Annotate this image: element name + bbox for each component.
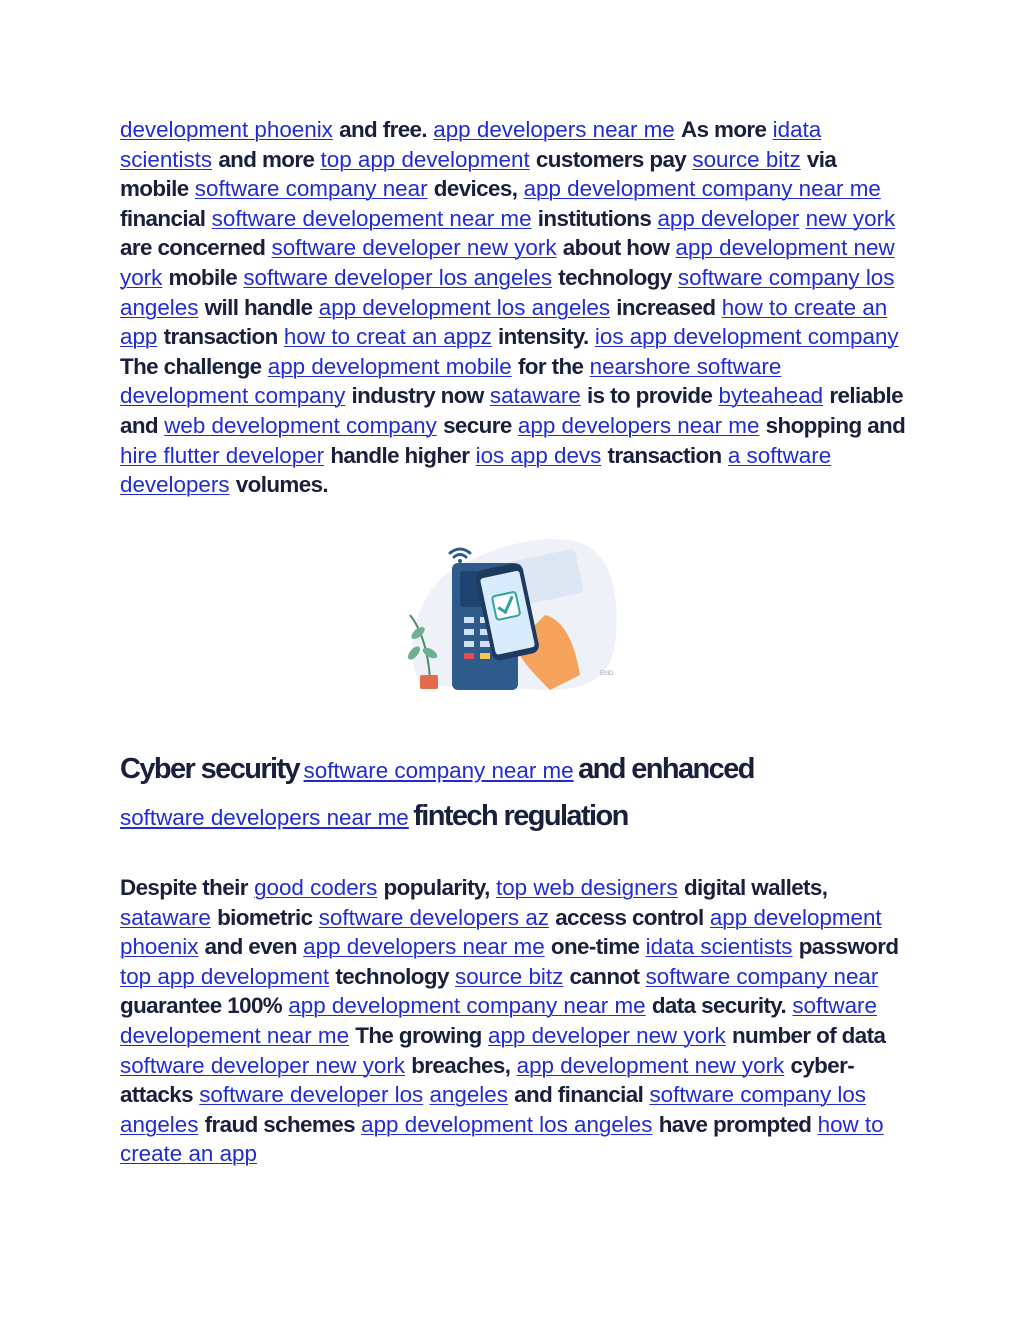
bold-text: Despite their bbox=[120, 875, 248, 900]
bold-text: password bbox=[798, 934, 899, 960]
inline-link[interactable]: new york bbox=[805, 205, 896, 231]
heading-part-2: and enhanced bbox=[578, 753, 754, 785]
heading-link-2[interactable]: software developers near me bbox=[120, 805, 409, 830]
inline-link[interactable]: app developers near me bbox=[517, 412, 760, 438]
inline-link[interactable]: software company near bbox=[194, 176, 428, 202]
bold-text: number of data bbox=[731, 1022, 886, 1048]
inline-link[interactable]: app development los angeles bbox=[318, 294, 611, 320]
bold-text: transaction bbox=[163, 324, 278, 350]
inline-link[interactable]: app development phoenix bbox=[120, 904, 882, 960]
inline-link[interactable]: app developers near me bbox=[303, 934, 545, 960]
inline-link[interactable]: development phoenix bbox=[120, 117, 333, 142]
bold-text: and free. bbox=[339, 117, 428, 142]
inline-link[interactable]: software developer los bbox=[199, 1082, 424, 1108]
inline-link[interactable]: app development company near me bbox=[288, 993, 646, 1019]
inline-link[interactable]: top app development bbox=[320, 146, 530, 172]
bold-text: will handle bbox=[204, 294, 313, 320]
bold-text: intensity. bbox=[498, 324, 589, 350]
bold-text: is to provide bbox=[586, 383, 713, 409]
mobile-payment-terminal-icon bbox=[400, 525, 625, 695]
inline-link[interactable]: software developers az bbox=[318, 904, 549, 930]
bold-text: institutions bbox=[537, 205, 652, 231]
inline-link[interactable]: software company near bbox=[645, 963, 879, 989]
illustration-mark: EMD bbox=[600, 671, 614, 677]
bold-text: As more bbox=[681, 117, 767, 142]
bold-text: and financial bbox=[514, 1082, 644, 1108]
bold-text: handle higher bbox=[330, 442, 470, 468]
bold-text: access control bbox=[555, 904, 704, 930]
inline-link[interactable]: ios app development company bbox=[594, 324, 899, 350]
inline-link[interactable]: how to creat an appz bbox=[283, 324, 492, 350]
inline-link[interactable]: how to create an app bbox=[120, 1111, 884, 1167]
bold-text: have prompted bbox=[658, 1111, 812, 1137]
inline-link[interactable]: top web designers bbox=[495, 875, 678, 900]
inline-link[interactable]: byteahead bbox=[718, 383, 824, 409]
bold-text: The challenge bbox=[120, 353, 262, 379]
bold-text: customers pay bbox=[535, 146, 687, 172]
inline-link[interactable]: source bitz bbox=[692, 146, 801, 172]
bold-text: fraud schemes bbox=[204, 1111, 355, 1137]
bold-text: digital wallets, bbox=[683, 875, 828, 900]
inline-link[interactable]: sataware bbox=[120, 904, 211, 930]
bold-text: industry now bbox=[351, 383, 484, 409]
inline-link[interactable]: software developement near me bbox=[120, 993, 877, 1048]
bold-text: technology bbox=[558, 264, 672, 290]
bold-text: cannot bbox=[569, 963, 640, 989]
bold-text: mobile bbox=[168, 264, 238, 290]
heading-link-1[interactable]: software company near me bbox=[303, 758, 574, 783]
inline-link[interactable]: software developer new york bbox=[120, 1052, 405, 1078]
bold-text: shopping and bbox=[765, 412, 906, 438]
bold-text: for the bbox=[517, 353, 584, 379]
inline-link[interactable]: software company los angeles bbox=[120, 264, 895, 320]
bold-text: technology bbox=[335, 963, 449, 989]
bold-text: The growing bbox=[355, 1022, 482, 1048]
inline-link[interactable]: how to create an app bbox=[120, 294, 888, 350]
inline-link[interactable]: ios app devs bbox=[475, 442, 602, 468]
bold-text: financial bbox=[120, 205, 206, 231]
bold-text: and more bbox=[218, 146, 315, 172]
inline-link[interactable]: app development mobile bbox=[267, 353, 512, 379]
inline-link[interactable]: app developer new york bbox=[488, 1022, 726, 1048]
bold-text: guarantee 100% bbox=[120, 993, 283, 1019]
inline-link[interactable]: idata scientists bbox=[120, 117, 822, 172]
bold-text: one-time bbox=[550, 934, 640, 960]
inline-link[interactable]: hire flutter developer bbox=[120, 442, 325, 468]
bold-text: data security. bbox=[651, 993, 787, 1019]
inline-link[interactable]: software developer new york bbox=[271, 235, 557, 261]
bold-text: volumes. bbox=[235, 472, 329, 498]
inline-link[interactable]: a software developers bbox=[120, 442, 832, 498]
inline-link[interactable]: angeles bbox=[429, 1082, 508, 1108]
bold-text: are concerned bbox=[120, 235, 266, 261]
inline-link[interactable]: sataware bbox=[489, 383, 581, 409]
bold-text: secure bbox=[443, 412, 512, 438]
bold-text: popularity, bbox=[383, 875, 490, 900]
paragraph-1 bbox=[120, 115, 910, 500]
inline-link[interactable]: app development new york bbox=[516, 1052, 785, 1078]
inline-link[interactable]: app development new york bbox=[120, 235, 895, 290]
bold-text: about how bbox=[562, 235, 670, 261]
section-heading bbox=[120, 748, 910, 842]
bold-text: reliable and bbox=[120, 383, 903, 438]
document-page bbox=[120, 115, 910, 500]
inline-link[interactable]: software company los angeles bbox=[120, 1082, 866, 1137]
bold-text: breaches, bbox=[411, 1052, 511, 1078]
inline-link[interactable]: app development los angeles bbox=[361, 1111, 653, 1137]
inline-link[interactable]: idata scientists bbox=[645, 934, 793, 960]
inline-link[interactable]: source bitz bbox=[455, 963, 564, 989]
document-page-section-2 bbox=[120, 873, 910, 1169]
inline-link[interactable]: nearshore software development company bbox=[120, 353, 782, 409]
bold-text: increased bbox=[616, 294, 716, 320]
heading-part-1: Cyber security bbox=[120, 753, 300, 785]
bold-text: biometric bbox=[217, 904, 313, 930]
inline-link[interactable]: app developer bbox=[657, 205, 800, 231]
inline-link[interactable]: software developement near me bbox=[211, 205, 532, 231]
inline-link[interactable]: top app development bbox=[120, 963, 330, 989]
bold-text: via mobile bbox=[120, 146, 837, 202]
inline-link[interactable]: software developer los angeles bbox=[243, 264, 553, 290]
inline-link[interactable]: web development company bbox=[164, 412, 437, 438]
bold-text: and even bbox=[204, 934, 297, 960]
inline-link[interactable]: app developers near me bbox=[433, 117, 675, 142]
inline-link[interactable]: good coders bbox=[254, 875, 378, 900]
paragraph-2 bbox=[120, 873, 910, 1169]
bold-text: transaction bbox=[607, 442, 722, 468]
bold-text: cyber-attacks bbox=[120, 1052, 855, 1108]
inline-link[interactable]: app development company near me bbox=[523, 176, 881, 202]
mobile-payment-illustration bbox=[400, 525, 625, 695]
heading-part-3: fintech regulation bbox=[413, 800, 628, 832]
bold-text: devices, bbox=[433, 176, 518, 202]
